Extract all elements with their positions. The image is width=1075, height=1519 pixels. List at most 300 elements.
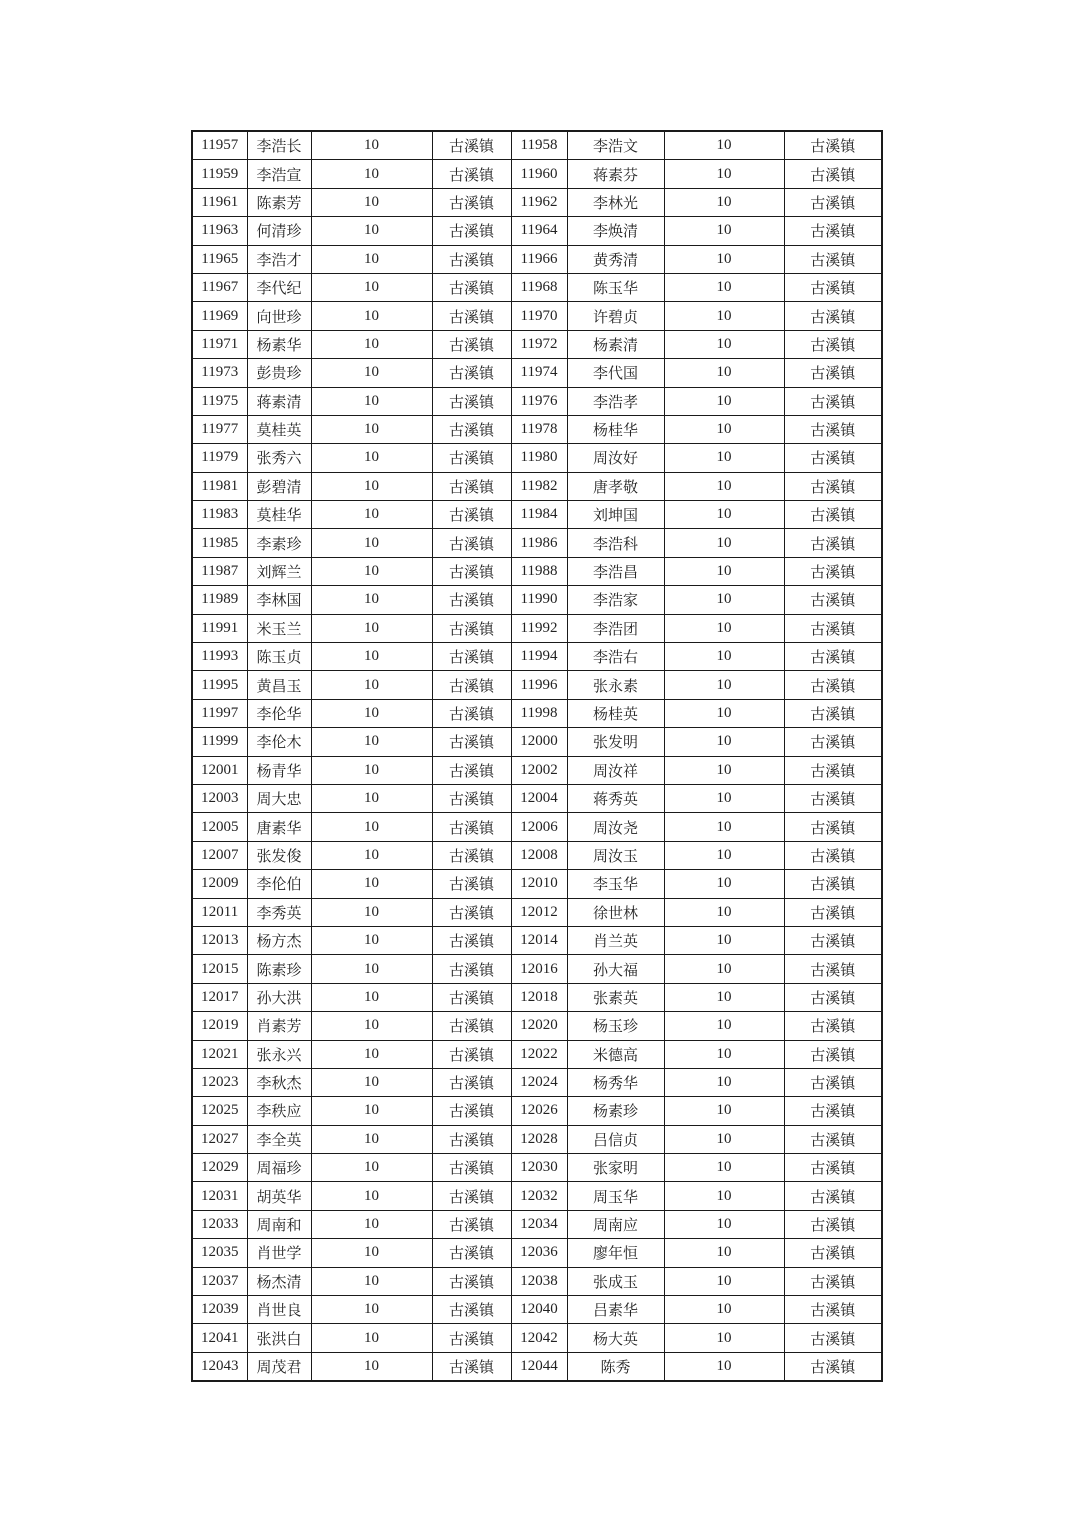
records-table-body	[192, 131, 882, 1381]
cell-amount: 10	[311, 1068, 432, 1096]
table-row	[192, 1352, 882, 1381]
cell-person-name: 张发俊	[247, 841, 311, 869]
cell-town-name: 古溪镇	[432, 926, 511, 954]
cell-person-name: 徐世林	[567, 898, 664, 926]
cell-record-number: 11974	[511, 359, 567, 387]
cell-record-number: 12025	[192, 1097, 247, 1125]
cell-town-name: 古溪镇	[784, 586, 882, 614]
cell-person-name: 周汝尧	[567, 813, 664, 841]
cell-town-name: 古溪镇	[432, 359, 511, 387]
cell-person-name: 莫桂英	[247, 415, 311, 443]
cell-record-number: 12014	[511, 926, 567, 954]
cell-amount: 10	[664, 1267, 784, 1295]
cell-record-number: 12031	[192, 1182, 247, 1210]
cell-record-number: 11966	[511, 245, 567, 273]
cell-amount: 10	[664, 586, 784, 614]
cell-town-name: 古溪镇	[784, 472, 882, 500]
cell-amount: 10	[664, 898, 784, 926]
cell-town-name: 古溪镇	[784, 359, 882, 387]
cell-person-name: 李代国	[567, 359, 664, 387]
cell-record-number: 12012	[511, 898, 567, 926]
cell-record-number: 12016	[511, 955, 567, 983]
cell-town-name: 古溪镇	[432, 273, 511, 301]
cell-town-name: 古溪镇	[784, 1040, 882, 1068]
cell-person-name: 杨桂华	[567, 415, 664, 443]
cell-amount: 10	[311, 330, 432, 358]
cell-record-number: 12004	[511, 784, 567, 812]
cell-person-name: 陈玉华	[567, 273, 664, 301]
cell-record-number: 11985	[192, 529, 247, 557]
cell-amount: 10	[311, 756, 432, 784]
cell-amount: 10	[664, 302, 784, 330]
cell-town-name: 古溪镇	[784, 898, 882, 926]
cell-record-number: 11988	[511, 557, 567, 585]
cell-person-name: 蒋秀英	[567, 784, 664, 812]
cell-record-number: 11970	[511, 302, 567, 330]
cell-record-number: 12022	[511, 1040, 567, 1068]
cell-record-number: 11998	[511, 699, 567, 727]
cell-person-name: 吕素华	[567, 1296, 664, 1324]
cell-record-number: 12010	[511, 870, 567, 898]
table-row	[192, 131, 882, 160]
cell-person-name: 李浩昌	[567, 557, 664, 585]
cell-town-name: 古溪镇	[432, 1267, 511, 1295]
cell-amount: 10	[664, 870, 784, 898]
cell-person-name: 杨大英	[567, 1324, 664, 1352]
cell-record-number: 12033	[192, 1210, 247, 1238]
cell-town-name: 古溪镇	[432, 1154, 511, 1182]
cell-amount: 10	[664, 217, 784, 245]
cell-amount: 10	[311, 1239, 432, 1267]
cell-town-name: 古溪镇	[432, 1239, 511, 1267]
cell-town-name: 古溪镇	[432, 160, 511, 188]
cell-town-name: 古溪镇	[784, 217, 882, 245]
cell-town-name: 古溪镇	[432, 1040, 511, 1068]
cell-town-name: 古溪镇	[784, 557, 882, 585]
cell-town-name: 古溪镇	[784, 245, 882, 273]
cell-record-number: 11969	[192, 302, 247, 330]
table-row	[192, 1068, 882, 1096]
cell-person-name: 孙大洪	[247, 983, 311, 1011]
cell-amount: 10	[664, 1154, 784, 1182]
cell-amount: 10	[664, 359, 784, 387]
cell-town-name: 古溪镇	[784, 784, 882, 812]
cell-person-name: 李浩家	[567, 586, 664, 614]
cell-amount: 10	[664, 728, 784, 756]
cell-amount: 10	[311, 1012, 432, 1040]
cell-town-name: 古溪镇	[432, 898, 511, 926]
cell-amount: 10	[311, 217, 432, 245]
table-row	[192, 983, 882, 1011]
cell-record-number: 12030	[511, 1154, 567, 1182]
cell-record-number: 11968	[511, 273, 567, 301]
table-row	[192, 302, 882, 330]
cell-person-name: 肖兰英	[567, 926, 664, 954]
cell-record-number: 11982	[511, 472, 567, 500]
cell-record-number: 11959	[192, 160, 247, 188]
cell-town-name: 古溪镇	[784, 444, 882, 472]
table-row	[192, 926, 882, 954]
cell-town-name: 古溪镇	[432, 955, 511, 983]
cell-person-name: 周汝好	[567, 444, 664, 472]
cell-amount: 10	[664, 1210, 784, 1238]
cell-town-name: 古溪镇	[432, 302, 511, 330]
cell-person-name: 周汝祥	[567, 756, 664, 784]
cell-amount: 10	[311, 870, 432, 898]
cell-town-name: 古溪镇	[784, 1068, 882, 1096]
table-row	[192, 671, 882, 699]
cell-record-number: 12044	[511, 1352, 567, 1381]
cell-record-number: 11992	[511, 614, 567, 642]
cell-town-name: 古溪镇	[432, 1125, 511, 1153]
cell-amount: 10	[311, 302, 432, 330]
cell-person-name: 周茂君	[247, 1352, 311, 1381]
cell-person-name: 张发明	[567, 728, 664, 756]
cell-record-number: 11967	[192, 273, 247, 301]
table-row	[192, 1239, 882, 1267]
cell-amount: 10	[664, 188, 784, 216]
cell-town-name: 古溪镇	[432, 756, 511, 784]
cell-amount: 10	[664, 387, 784, 415]
cell-record-number: 11977	[192, 415, 247, 443]
cell-town-name: 古溪镇	[432, 387, 511, 415]
cell-town-name: 古溪镇	[432, 501, 511, 529]
cell-person-name: 杨素华	[247, 330, 311, 358]
cell-person-name: 李浩孝	[567, 387, 664, 415]
cell-person-name: 陈素芳	[247, 188, 311, 216]
cell-person-name: 李浩科	[567, 529, 664, 557]
cell-person-name: 李林国	[247, 586, 311, 614]
cell-town-name: 古溪镇	[784, 728, 882, 756]
cell-record-number: 11964	[511, 217, 567, 245]
cell-town-name: 古溪镇	[784, 188, 882, 216]
cell-town-name: 古溪镇	[432, 699, 511, 727]
cell-person-name: 李伦伯	[247, 870, 311, 898]
cell-person-name: 蒋素清	[247, 387, 311, 415]
table-row	[192, 728, 882, 756]
cell-record-number: 11965	[192, 245, 247, 273]
cell-town-name: 古溪镇	[784, 387, 882, 415]
cell-amount: 10	[311, 614, 432, 642]
cell-record-number: 11983	[192, 501, 247, 529]
cell-town-name: 古溪镇	[432, 1210, 511, 1238]
cell-town-name: 古溪镇	[432, 472, 511, 500]
cell-town-name: 古溪镇	[784, 813, 882, 841]
cell-record-number: 12002	[511, 756, 567, 784]
cell-record-number: 11994	[511, 643, 567, 671]
table-row	[192, 160, 882, 188]
table-row	[192, 841, 882, 869]
cell-person-name: 李全英	[247, 1125, 311, 1153]
cell-amount: 10	[664, 273, 784, 301]
cell-town-name: 古溪镇	[784, 1324, 882, 1352]
cell-amount: 10	[311, 1097, 432, 1125]
cell-amount: 10	[311, 784, 432, 812]
cell-amount: 10	[311, 472, 432, 500]
cell-person-name: 张永兴	[247, 1040, 311, 1068]
table-row	[192, 955, 882, 983]
cell-amount: 10	[664, 1239, 784, 1267]
cell-town-name: 古溪镇	[432, 813, 511, 841]
cell-town-name: 古溪镇	[432, 614, 511, 642]
cell-amount: 10	[311, 529, 432, 557]
cell-amount: 10	[664, 841, 784, 869]
cell-record-number: 12024	[511, 1068, 567, 1096]
cell-town-name: 古溪镇	[784, 841, 882, 869]
cell-record-number: 11993	[192, 643, 247, 671]
cell-town-name: 古溪镇	[784, 699, 882, 727]
table-row	[192, 245, 882, 273]
cell-record-number: 12019	[192, 1012, 247, 1040]
cell-record-number: 11958	[511, 131, 567, 160]
cell-record-number: 12042	[511, 1324, 567, 1352]
cell-person-name: 杨素清	[567, 330, 664, 358]
table-row	[192, 898, 882, 926]
cell-person-name: 杨秀华	[567, 1068, 664, 1096]
cell-person-name: 周玉华	[567, 1182, 664, 1210]
table-row	[192, 529, 882, 557]
cell-town-name: 古溪镇	[784, 273, 882, 301]
cell-record-number: 11999	[192, 728, 247, 756]
cell-person-name: 李浩右	[567, 643, 664, 671]
cell-town-name: 古溪镇	[784, 643, 882, 671]
cell-town-name: 古溪镇	[432, 529, 511, 557]
cell-town-name: 古溪镇	[784, 415, 882, 443]
cell-record-number: 12041	[192, 1324, 247, 1352]
table-row	[192, 1267, 882, 1295]
cell-record-number: 12026	[511, 1097, 567, 1125]
cell-record-number: 12015	[192, 955, 247, 983]
cell-record-number: 12032	[511, 1182, 567, 1210]
cell-person-name: 李秋杰	[247, 1068, 311, 1096]
cell-amount: 10	[311, 898, 432, 926]
table-row	[192, 1324, 882, 1352]
cell-person-name: 向世珍	[247, 302, 311, 330]
cell-record-number: 11972	[511, 330, 567, 358]
table-row	[192, 1040, 882, 1068]
table-row	[192, 1296, 882, 1324]
cell-person-name: 李林光	[567, 188, 664, 216]
cell-amount: 10	[664, 529, 784, 557]
cell-town-name: 古溪镇	[432, 983, 511, 1011]
cell-town-name: 古溪镇	[432, 330, 511, 358]
cell-record-number: 12001	[192, 756, 247, 784]
table-row	[192, 387, 882, 415]
cell-record-number: 11997	[192, 699, 247, 727]
table-row	[192, 870, 882, 898]
cell-person-name: 陈素珍	[247, 955, 311, 983]
cell-amount: 10	[311, 1210, 432, 1238]
cell-amount: 10	[664, 1296, 784, 1324]
cell-town-name: 古溪镇	[784, 1267, 882, 1295]
cell-record-number: 11996	[511, 671, 567, 699]
cell-amount: 10	[664, 330, 784, 358]
cell-person-name: 米玉兰	[247, 614, 311, 642]
cell-person-name: 张洪白	[247, 1324, 311, 1352]
cell-record-number: 12020	[511, 1012, 567, 1040]
cell-person-name: 李秀英	[247, 898, 311, 926]
cell-record-number: 12003	[192, 784, 247, 812]
cell-amount: 10	[664, 415, 784, 443]
cell-amount: 10	[311, 1267, 432, 1295]
cell-amount: 10	[664, 756, 784, 784]
cell-amount: 10	[664, 699, 784, 727]
cell-amount: 10	[311, 841, 432, 869]
cell-amount: 10	[311, 955, 432, 983]
cell-amount: 10	[311, 387, 432, 415]
cell-person-name: 廖年恒	[567, 1239, 664, 1267]
cell-person-name: 李浩才	[247, 245, 311, 273]
cell-amount: 10	[664, 1125, 784, 1153]
records-table	[191, 130, 883, 1382]
cell-person-name: 李伦华	[247, 699, 311, 727]
cell-person-name: 胡英华	[247, 1182, 311, 1210]
cell-person-name: 周汝玉	[567, 841, 664, 869]
cell-town-name: 古溪镇	[432, 1068, 511, 1096]
cell-town-name: 古溪镇	[784, 756, 882, 784]
cell-amount: 10	[311, 728, 432, 756]
cell-amount: 10	[664, 1068, 784, 1096]
cell-town-name: 古溪镇	[784, 614, 882, 642]
cell-record-number: 12039	[192, 1296, 247, 1324]
cell-person-name: 张永素	[567, 671, 664, 699]
cell-person-name: 彭碧清	[247, 472, 311, 500]
table-row	[192, 614, 882, 642]
cell-record-number: 11957	[192, 131, 247, 160]
table-row	[192, 188, 882, 216]
cell-person-name: 彭贵珍	[247, 359, 311, 387]
cell-amount: 10	[664, 1324, 784, 1352]
cell-town-name: 古溪镇	[432, 557, 511, 585]
cell-town-name: 古溪镇	[432, 245, 511, 273]
cell-person-name: 周福珍	[247, 1154, 311, 1182]
cell-amount: 10	[311, 444, 432, 472]
cell-town-name: 古溪镇	[784, 926, 882, 954]
cell-person-name: 李素珍	[247, 529, 311, 557]
cell-town-name: 古溪镇	[432, 444, 511, 472]
cell-town-name: 古溪镇	[432, 1012, 511, 1040]
cell-town-name: 古溪镇	[784, 870, 882, 898]
cell-record-number: 12009	[192, 870, 247, 898]
cell-person-name: 许碧贞	[567, 302, 664, 330]
cell-person-name: 张秀六	[247, 444, 311, 472]
cell-person-name: 张家明	[567, 1154, 664, 1182]
cell-person-name: 李伦木	[247, 728, 311, 756]
cell-record-number: 11973	[192, 359, 247, 387]
cell-amount: 10	[664, 1012, 784, 1040]
cell-amount: 10	[311, 273, 432, 301]
cell-record-number: 11962	[511, 188, 567, 216]
cell-record-number: 11979	[192, 444, 247, 472]
cell-town-name: 古溪镇	[784, 501, 882, 529]
table-row	[192, 273, 882, 301]
cell-person-name: 周南应	[567, 1210, 664, 1238]
cell-town-name: 古溪镇	[784, 983, 882, 1011]
cell-person-name: 杨杰清	[247, 1267, 311, 1295]
table-row	[192, 1182, 882, 1210]
cell-person-name: 杨桂英	[567, 699, 664, 727]
table-row	[192, 784, 882, 812]
cell-town-name: 古溪镇	[432, 1097, 511, 1125]
table-row	[192, 756, 882, 784]
cell-person-name: 刘辉兰	[247, 557, 311, 585]
cell-town-name: 古溪镇	[784, 955, 882, 983]
cell-record-number: 11984	[511, 501, 567, 529]
cell-record-number: 12000	[511, 728, 567, 756]
table-row	[192, 444, 882, 472]
cell-record-number: 12018	[511, 983, 567, 1011]
cell-record-number: 11978	[511, 415, 567, 443]
table-row	[192, 501, 882, 529]
cell-record-number: 12013	[192, 926, 247, 954]
cell-person-name: 吕信贞	[567, 1125, 664, 1153]
cell-record-number: 11990	[511, 586, 567, 614]
cell-town-name: 古溪镇	[784, 1182, 882, 1210]
cell-person-name: 张成玉	[567, 1267, 664, 1295]
cell-person-name: 黄秀清	[567, 245, 664, 273]
cell-amount: 10	[311, 699, 432, 727]
cell-record-number: 12043	[192, 1352, 247, 1381]
cell-town-name: 古溪镇	[784, 1210, 882, 1238]
cell-amount: 10	[664, 926, 784, 954]
cell-town-name: 古溪镇	[784, 1125, 882, 1153]
cell-record-number: 12034	[511, 1210, 567, 1238]
cell-town-name: 古溪镇	[784, 131, 882, 160]
cell-amount: 10	[664, 501, 784, 529]
cell-amount: 10	[664, 444, 784, 472]
cell-amount: 10	[311, 643, 432, 671]
cell-record-number: 12027	[192, 1125, 247, 1153]
cell-person-name: 莫桂华	[247, 501, 311, 529]
cell-amount: 10	[311, 671, 432, 699]
cell-amount: 10	[311, 501, 432, 529]
cell-amount: 10	[311, 1154, 432, 1182]
cell-amount: 10	[664, 1182, 784, 1210]
table-row	[192, 472, 882, 500]
cell-person-name: 李浩宣	[247, 160, 311, 188]
cell-record-number: 12029	[192, 1154, 247, 1182]
cell-person-name: 李秩应	[247, 1097, 311, 1125]
cell-town-name: 古溪镇	[432, 841, 511, 869]
cell-town-name: 古溪镇	[784, 330, 882, 358]
cell-amount: 10	[664, 557, 784, 585]
cell-person-name: 米德高	[567, 1040, 664, 1068]
cell-person-name: 李浩文	[567, 131, 664, 160]
cell-amount: 10	[311, 188, 432, 216]
cell-record-number: 12028	[511, 1125, 567, 1153]
cell-town-name: 古溪镇	[784, 529, 882, 557]
cell-town-name: 古溪镇	[784, 1352, 882, 1381]
cell-amount: 10	[311, 586, 432, 614]
cell-record-number: 12036	[511, 1239, 567, 1267]
cell-record-number: 11980	[511, 444, 567, 472]
cell-amount: 10	[311, 1040, 432, 1068]
table-row	[192, 1210, 882, 1238]
cell-town-name: 古溪镇	[784, 1239, 882, 1267]
cell-record-number: 11987	[192, 557, 247, 585]
cell-amount: 10	[311, 160, 432, 188]
cell-person-name: 孙大福	[567, 955, 664, 983]
cell-person-name: 周大忠	[247, 784, 311, 812]
cell-amount: 10	[664, 813, 784, 841]
cell-record-number: 11989	[192, 586, 247, 614]
table-row	[192, 359, 882, 387]
cell-town-name: 古溪镇	[784, 1097, 882, 1125]
table-row	[192, 557, 882, 585]
cell-person-name: 陈玉贞	[247, 643, 311, 671]
cell-record-number: 11975	[192, 387, 247, 415]
cell-record-number: 12011	[192, 898, 247, 926]
